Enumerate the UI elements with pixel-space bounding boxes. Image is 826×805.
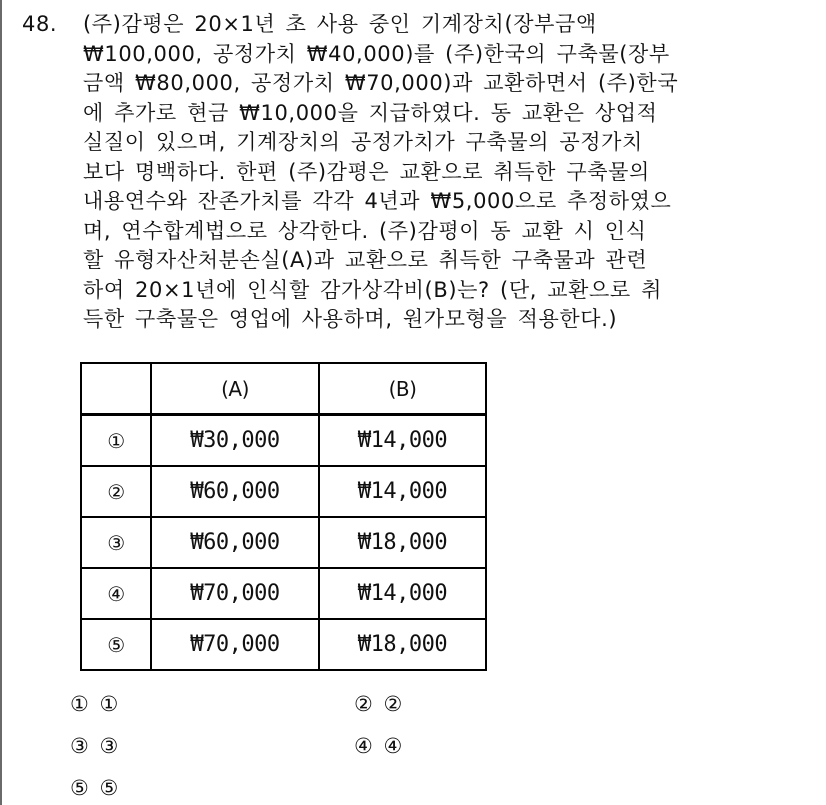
table-row: [81, 568, 486, 619]
row-label: ①: [81, 415, 151, 467]
question-line-6: 보다 명백하다. 한편 (주)감평은 교환으로 취득한 구축물의: [83, 159, 650, 184]
row-label: ⑤: [81, 619, 151, 670]
choice-marker: ⑤: [70, 776, 91, 800]
choice-value: ②: [383, 692, 405, 716]
question-line-9: 할 유형자산처분손실(A)과 교환으로 취득한 구축물과 관련: [83, 248, 648, 272]
table-header-a: (A): [151, 363, 319, 415]
choice-value: ④: [383, 734, 405, 758]
question-line-1: [22, 10, 812, 40]
question-line-10: 하여 20×1년에 인식할 감가상각비(B)는? (단, 교환으로 취: [83, 277, 662, 302]
row-label: ②: [81, 466, 151, 517]
cell-b: ₩14,000: [319, 415, 486, 467]
cell-b: ₩18,000: [319, 619, 486, 670]
table-row: [81, 466, 486, 517]
choice-2[interactable]: [354, 692, 404, 716]
cell-b: ₩18,000: [319, 517, 486, 568]
question-line-2: ₩100,000, 공정가치 ₩40,000)를 (주)한국의 구축물(장부: [83, 41, 670, 66]
left-border-rule: [0, 0, 2, 805]
row-label: ④: [81, 568, 151, 619]
table-row: [81, 619, 486, 670]
choice-5[interactable]: [70, 776, 120, 800]
table-header-blank: [81, 363, 151, 415]
cell-a: ₩70,000: [151, 568, 319, 619]
row-label: ③: [81, 517, 151, 568]
table-header-row: [81, 363, 486, 415]
question-line-11: 득한 구축물은 영업에 사용하며, 원가모형을 적용한다.): [83, 307, 618, 331]
answer-options-table: [80, 362, 487, 671]
question-line-5: 실질이 있으며, 기계장치의 공정가치가 구축물의 공정가치: [83, 130, 643, 154]
question-number: 48.: [22, 12, 58, 36]
question-text: [22, 10, 812, 335]
table-row: [81, 517, 486, 568]
cell-a: ₩60,000: [151, 466, 319, 517]
question-line-4: 에 추가로 현금 ₩10,000을 지급하였다. 동 교환은 상업적: [83, 100, 658, 125]
choice-marker: ①: [70, 692, 91, 716]
cell-b: ₩14,000: [319, 466, 486, 517]
cell-b: ₩14,000: [319, 568, 486, 619]
table-header-b: (B): [319, 363, 486, 415]
choice-marker: ②: [354, 692, 375, 716]
cell-a: ₩30,000: [151, 415, 319, 467]
choice-marker: ③: [70, 734, 91, 758]
choice-3[interactable]: [70, 734, 120, 758]
choice-value: ①: [99, 692, 121, 716]
choice-value: ③: [99, 734, 121, 758]
question-line-text: (주)감평은 20×1년 초 사용 중인 기계장치(장부금액: [83, 12, 597, 36]
question-line-7: 내용연수와 잔존가치를 각각 4년과 ₩5,000으로 추정하였으: [83, 189, 672, 213]
table-row: [81, 415, 486, 467]
choice-4[interactable]: [354, 734, 404, 758]
choice-1[interactable]: [70, 692, 120, 716]
question-line-3: 금액 ₩80,000, 공정가치 ₩70,000)과 교환하면서 (주)한국: [83, 71, 679, 95]
question-line-8: 며, 연수합계법으로 상각한다. (주)감평이 동 교환 시 인식: [83, 218, 647, 243]
cell-a: ₩60,000: [151, 517, 319, 568]
choice-value: ⑤: [99, 776, 121, 800]
choice-marker: ④: [354, 734, 375, 758]
cell-a: ₩70,000: [151, 619, 319, 670]
